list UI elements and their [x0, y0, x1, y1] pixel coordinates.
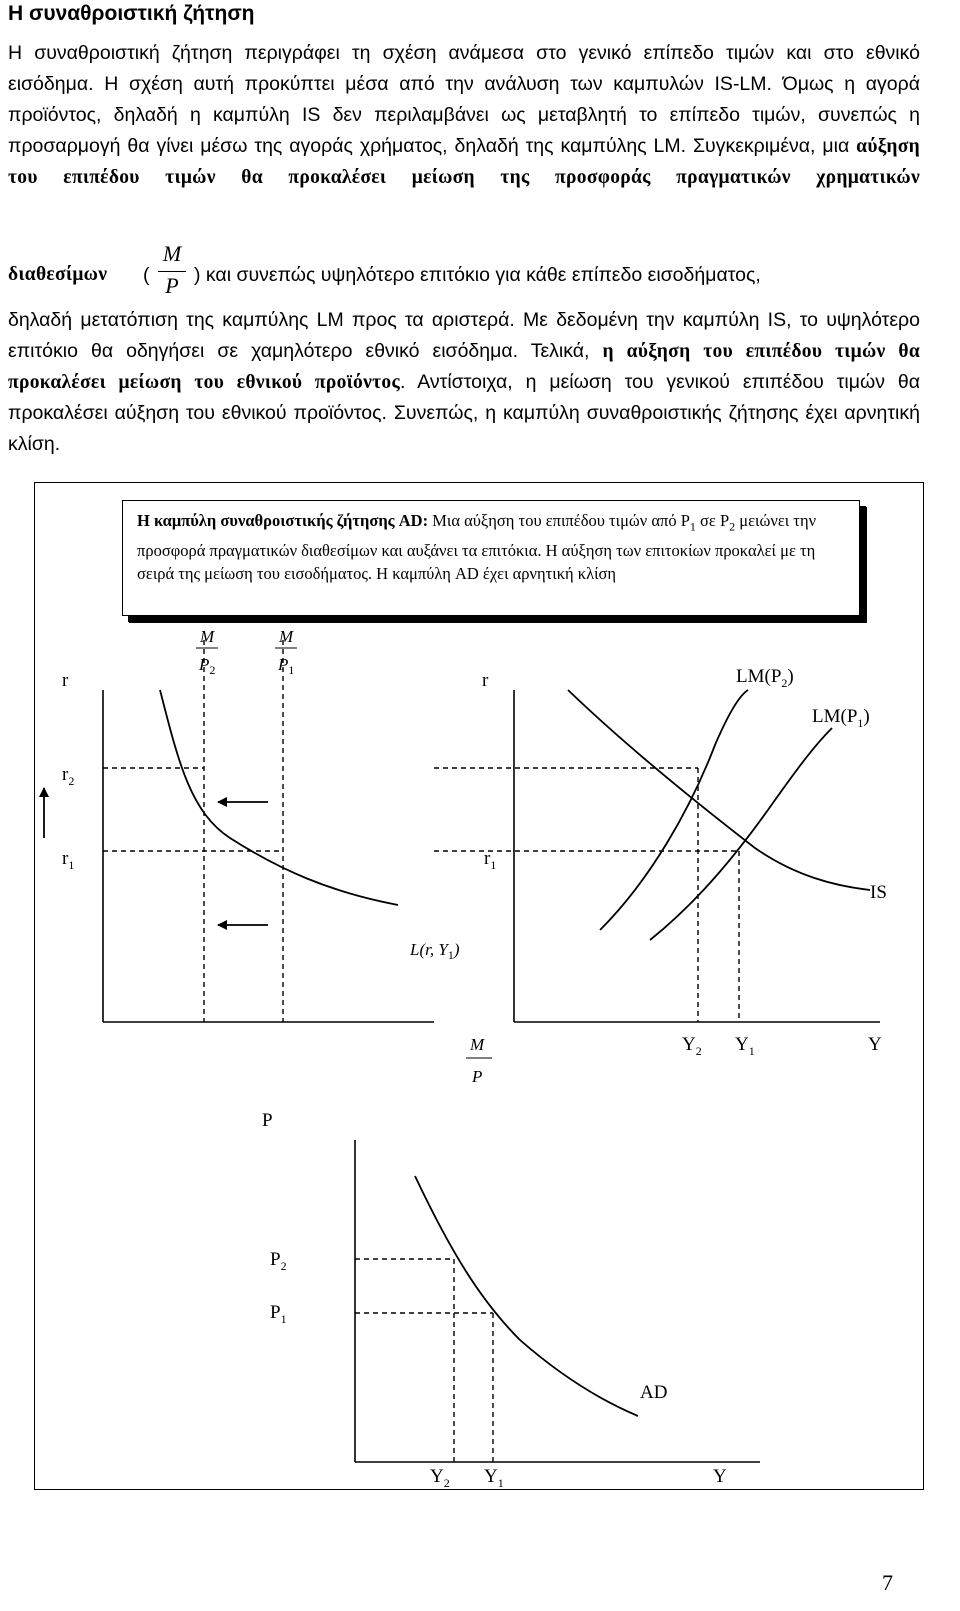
ad-x-label: Y	[713, 1466, 727, 1487]
fraction-denominator: P	[165, 273, 179, 298]
ms2-numerator: M	[200, 627, 215, 646]
fraction-numerator: M	[162, 241, 182, 266]
islm-y2-label: $Y_2$	[682, 1034, 702, 1058]
section-heading: Η συναθροιστική ζήτηση	[8, 2, 255, 25]
islm-y1-label: $Y_1$	[735, 1034, 755, 1058]
emphasis-text: αύξηση του επιπέδου τιμών θα προκαλέσει μείωση της προσφοράς πραγματικών χρηματικών	[8, 136, 920, 188]
ad-y2-label: $Y_2$	[430, 1466, 450, 1490]
ms1-denominator: $P_1$	[278, 655, 295, 677]
conclusion-text-2: . Αντίστοιχα, η μείωση του γενικού επιπέδου τιμών θα προκαλέσει αύξηση του εθνικού προϊόντος. Συνεπώς, η καμπύλη συναθροιστικής ζήτησης έχει αρνητική κλίση.	[8, 371, 920, 455]
p2-label: $P_2$	[270, 1249, 287, 1273]
p1-label: $P_1$	[270, 1302, 287, 1326]
fraction-line-text: ) και συνεπώς υψηλότερο επιτόκιο για κάθε επίπεδο εισοδήματος,	[194, 264, 761, 286]
lm-p1-label: $LM(P_1)$	[812, 706, 870, 730]
caption-text: Μια αύξηση του επιπέδου τιμών από P	[428, 511, 690, 530]
emphasis-text-3: η αύξηση του επιπέδου τιμών θα προκαλέσει μείωση του εθνικού προϊόντος	[8, 341, 921, 393]
caption-text-3: μειώνει την προσφορά πραγματικών διαθεσίμων και αυξάνει τα επιτόκια. Η αύξηση των επιτοκίων προκαλεί με τη σειρά της μείωση του εισοδήματος. Η καμπύλη AD έχει αρνητική κλίση	[137, 511, 817, 584]
caption-title: Η καμπύλη συναθροιστικής ζήτησης AD:	[137, 511, 429, 530]
caption-sub-1: 1	[689, 519, 696, 534]
r1-label-right: $r_1$	[484, 848, 497, 872]
conclusion-text: δηλαδή μετατόπιση της καμπύλης LM προς τα αριστερά. Με δεδομένη την καμπύλη IS, το υψηλότερο επιτόκιο θα οδηγήσει σε χαμηλότερο εθνικό εισόδημα. Τελικά,	[8, 309, 920, 362]
lm-p1-curve	[650, 728, 832, 940]
lm-p2-curve	[600, 690, 748, 930]
r2-label-left: $r_2$	[62, 764, 75, 788]
caption-sub-2: 2	[729, 519, 736, 534]
ms2-denominator: $P_2$	[199, 655, 216, 677]
lm-p2-label: $LM(P_2)$	[736, 666, 794, 690]
emphasis-text-2: διαθεσίμων	[8, 264, 108, 285]
islm-x-label: Y	[868, 1034, 882, 1055]
money-demand-curve	[160, 690, 398, 905]
ad-curve	[415, 1176, 638, 1416]
r1-label-left: $r_1$	[62, 848, 75, 872]
ad-y-label: P	[262, 1110, 273, 1131]
money-demand-label: L(r, $Y_1$)	[410, 940, 460, 962]
ad-y1-label: $Y_1$	[484, 1466, 504, 1490]
money-market-y-label: r	[62, 670, 69, 691]
is-label: IS	[870, 882, 887, 903]
page-number: 7	[882, 1570, 893, 1595]
paren-open: (	[143, 264, 150, 286]
islm-y-label: r	[482, 670, 489, 691]
caption-text-2: σε P	[695, 511, 730, 530]
ad-curve-label: AD	[640, 1382, 668, 1403]
money-market-x-numerator: M	[470, 1035, 485, 1054]
intro-text: Η συναθροιστική ζήτηση περιγράφει τη σχέση ανάμεσα στο γενικό επίπεδο τιμών και στο εθνικό εισόδημα. Η σχέση αυτή προκύπτει μέσα από την ανάλυση των καμπυλών IS-LM. Όμως η αγορά προϊόντος, δηλαδή η καμπύλη IS δεν περιλαμβάνει ως μεταβλητή το επίπεδο τιμών, συνεπώς η προσαρμογή θα γίνει μέσω της αγοράς χρήματος, δηλαδή της καμπύλης LM. Συγκεκριμένα, μια	[8, 42, 920, 157]
ms1-numerator: M	[279, 627, 294, 646]
money-market-x-denominator: P	[472, 1067, 483, 1086]
